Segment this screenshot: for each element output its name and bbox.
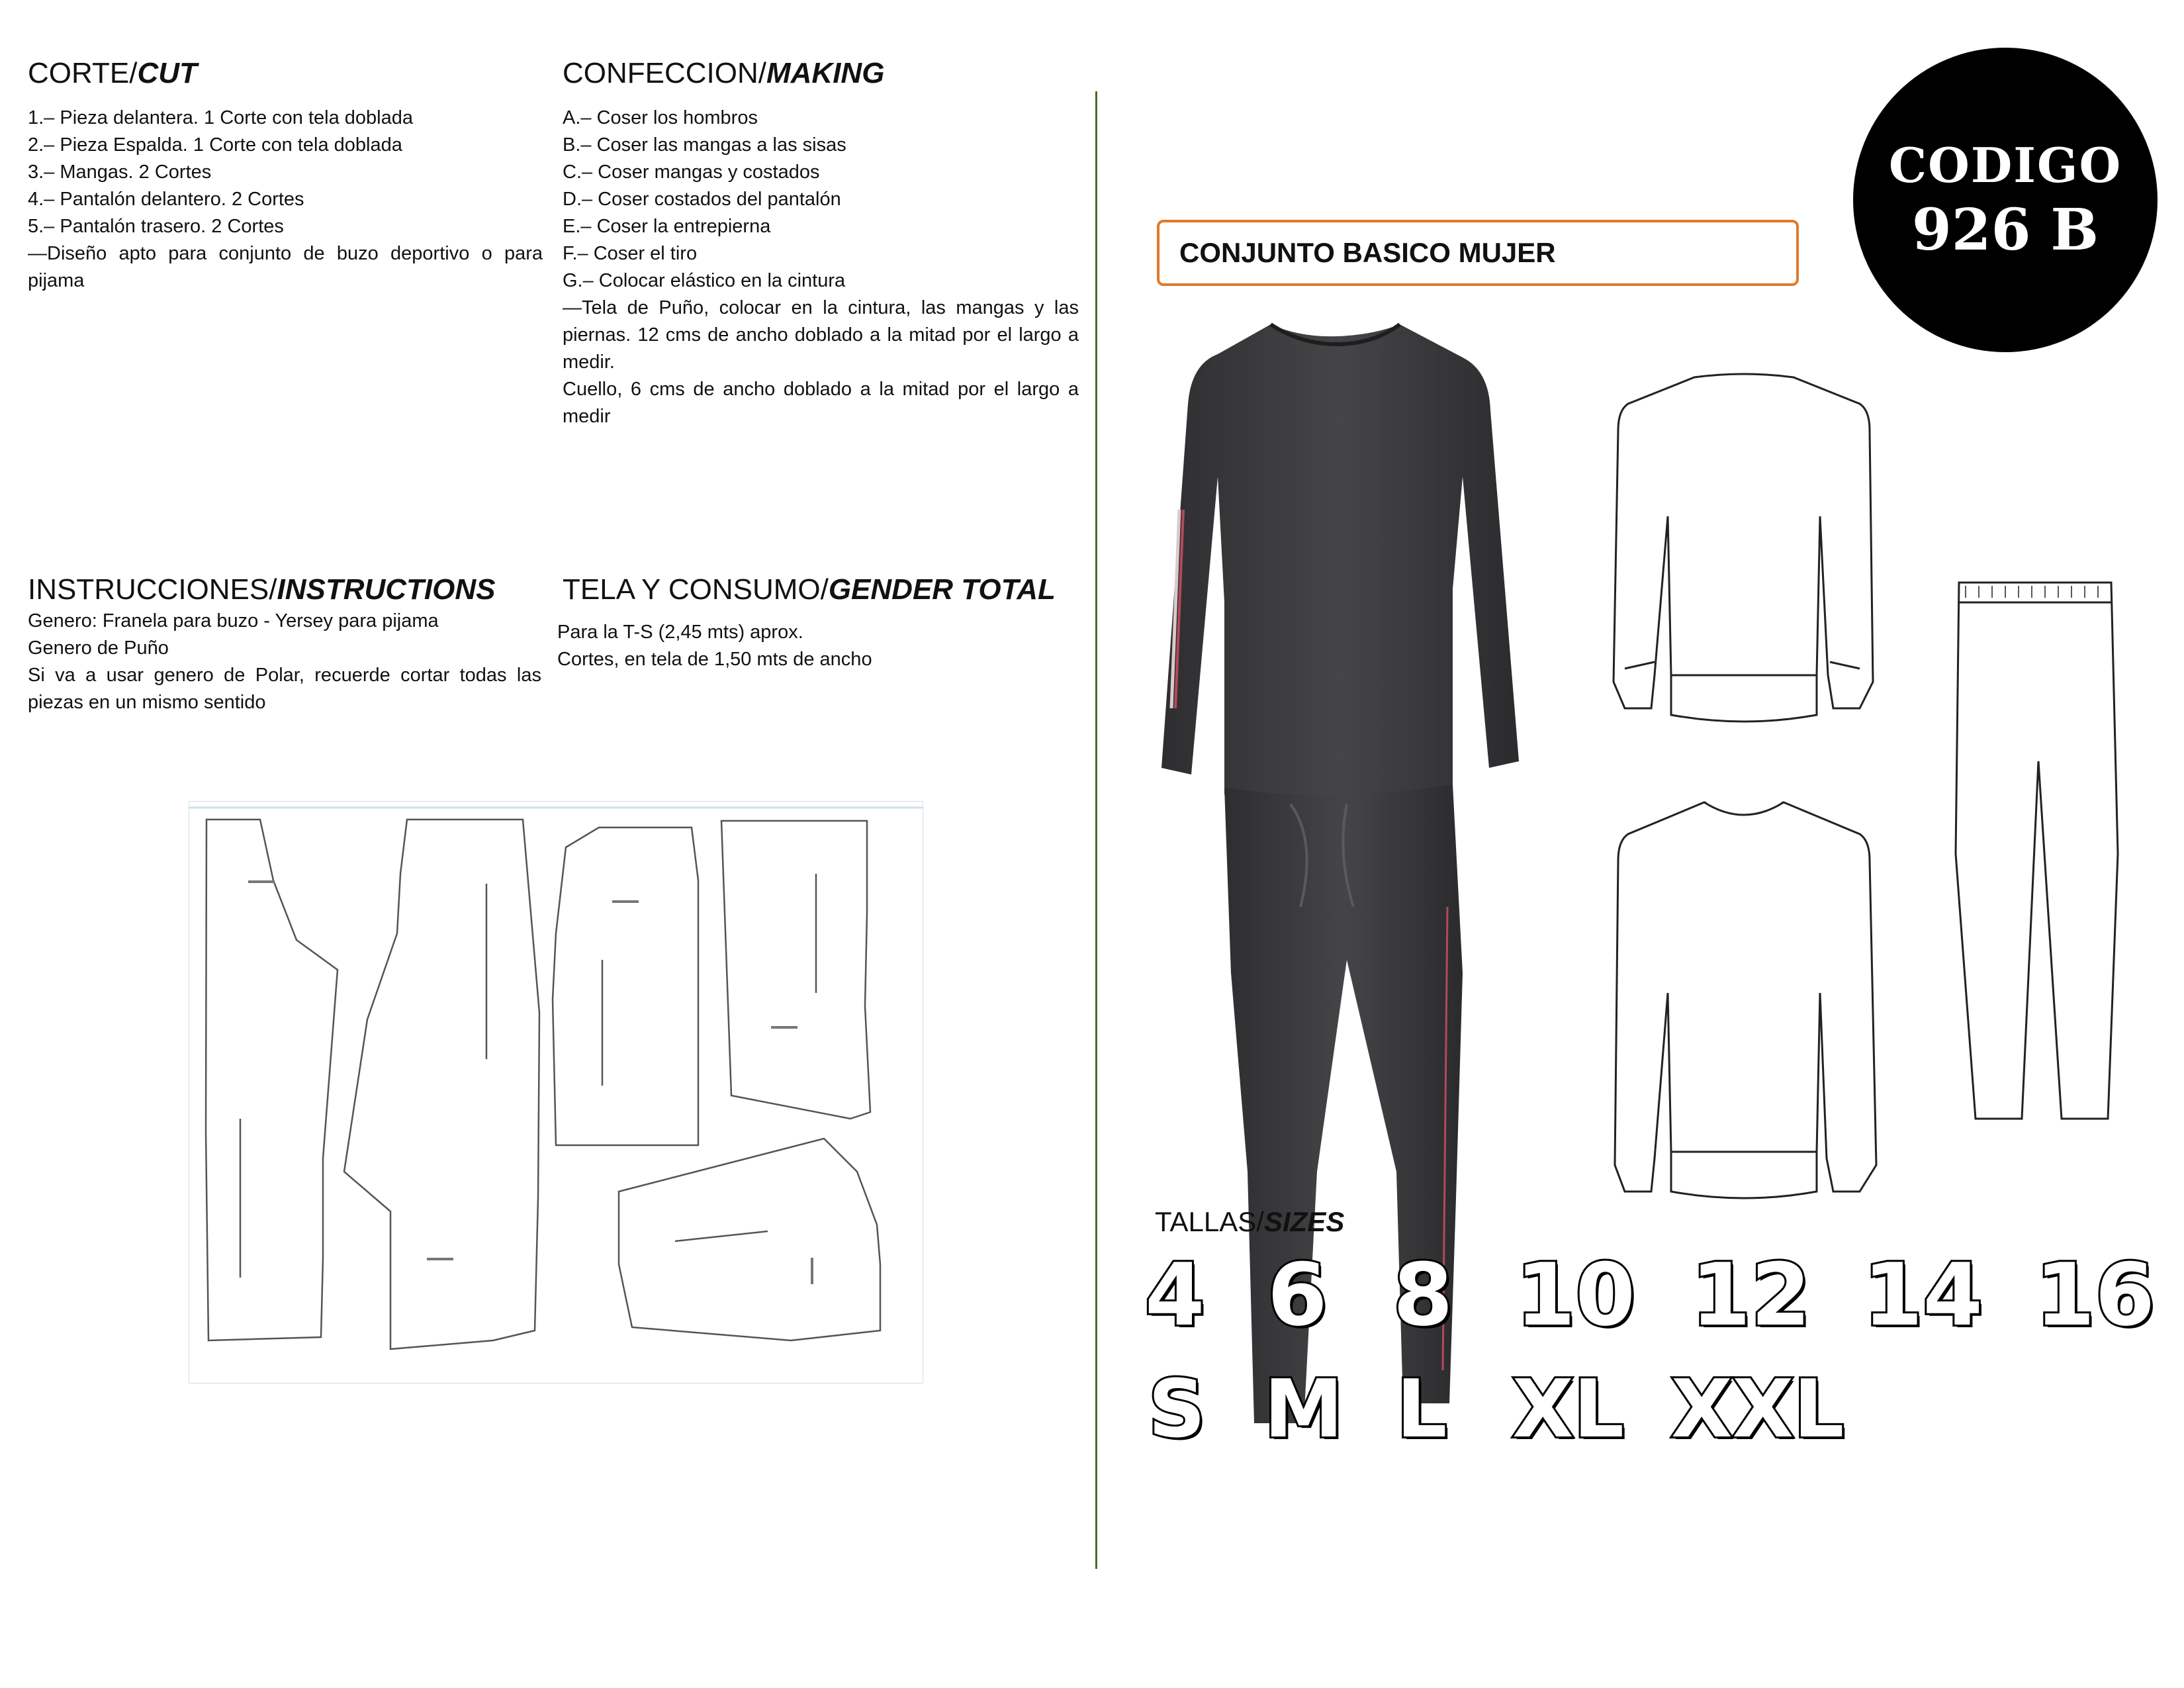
making-heading [563, 57, 884, 90]
making-line: A.– Coser los hombros [563, 107, 758, 128]
size-number: 16 [2035, 1244, 2155, 1345]
size-number: 12 [1691, 1244, 1811, 1345]
making-line: D.– Coser costados del pantalón [563, 189, 841, 210]
size-letter: L [1396, 1364, 1447, 1456]
instructions-heading-es: INSTRUCCIONES/ [28, 573, 277, 606]
making-line: C.– Coser mangas y costados [563, 162, 820, 183]
instructions-line: Si va a usar genero de Polar, recuerde cortar todas las piezas en un mismo sentido [28, 665, 541, 713]
cut-line: 2.– Pieza Espalda. 1 Corte con tela doblada [28, 134, 402, 156]
instructions-line: Genero: Franela para buzo - Yersey para pijama [28, 610, 439, 632]
sizes-heading-en: SIZES [1263, 1206, 1345, 1237]
instructions-heading-en: INSTRUCTIONS [277, 573, 496, 606]
making-line: G.– Colocar elástico en la cintura [563, 270, 846, 291]
size-letter: M [1264, 1364, 1343, 1456]
making-line: —Tela de Puño, colocar en la cintura, las mangas y las piernas. 12 cms de ancho doblado a la mitad por el largo a medir. [563, 297, 1079, 373]
cut-line: 5.– Pantalón trasero. 2 Cortes [28, 216, 284, 237]
sizes-heading-es: TALLAS/ [1155, 1206, 1264, 1237]
instructions-list [28, 608, 541, 716]
size-number: 8 [1393, 1244, 1453, 1345]
column-divider [1095, 91, 1097, 1569]
fabric-line: Cortes, en tela de 1,50 mts de ancho [557, 649, 872, 670]
fabric-heading-en: GENDER TOTAL [828, 573, 1056, 606]
making-heading-es: CONFECCION/ [563, 57, 766, 89]
instructions-heading [28, 573, 495, 606]
sweatshirt-front-drawing [1582, 794, 1913, 1205]
code-label: CODIGO [1888, 137, 2122, 193]
product-title: CONJUNTO BASICO MUJER [1157, 220, 1799, 286]
cut-heading-es: CORTE/ [28, 57, 138, 89]
fabric-list [557, 619, 1073, 673]
pants-drawing [1939, 576, 2138, 1125]
cut-line: 1.– Pieza delantera. 1 Corte con tela doblada [28, 107, 414, 128]
sizes-heading [1155, 1206, 1344, 1238]
cut-heading [28, 57, 197, 90]
making-list [563, 105, 1079, 430]
sweatshirt-back-flat [1582, 371, 1913, 768]
making-line: B.– Coser las mangas a las sisas [563, 134, 846, 156]
cut-heading-en: CUT [137, 57, 197, 89]
code-badge [1853, 48, 2158, 352]
making-line: E.– Coser la entrepierna [563, 216, 771, 237]
making-line: Cuello, 6 cms de ancho doblado a la mitad por el largo a medir [563, 379, 1079, 427]
size-letter: XL [1512, 1364, 1624, 1456]
size-number: 6 [1267, 1244, 1328, 1345]
sweatshirt-back-drawing [1582, 371, 1913, 768]
size-number: 4 [1145, 1244, 1205, 1345]
pattern-pieces-drawing [189, 801, 923, 1383]
code-value: 926 B [1911, 197, 2099, 263]
instructions-line: Genero de Puño [28, 637, 169, 659]
fabric-heading [563, 573, 1056, 606]
cut-line: —Diseño apto para conjunto de buzo deportivo o para pijama [28, 243, 543, 291]
size-letter: XXL [1671, 1364, 1844, 1456]
cut-list [28, 105, 543, 295]
making-heading-en: MAKING [766, 57, 885, 89]
cut-line: 4.– Pantalón delantero. 2 Cortes [28, 189, 304, 210]
size-number: 10 [1516, 1244, 1635, 1345]
pattern-pieces [189, 801, 923, 1383]
pants-flat [1939, 576, 2138, 1125]
cut-line: 3.– Mangas. 2 Cortes [28, 162, 212, 183]
size-letter: S [1148, 1364, 1206, 1456]
making-line: F.– Coser el tiro [563, 243, 698, 264]
sweatshirt-front-flat [1582, 794, 1913, 1205]
size-number: 14 [1863, 1244, 1983, 1345]
fabric-line: Para la T-S (2,45 mts) aprox. [557, 622, 803, 643]
fabric-heading-es: TELA Y CONSUMO/ [563, 573, 829, 606]
